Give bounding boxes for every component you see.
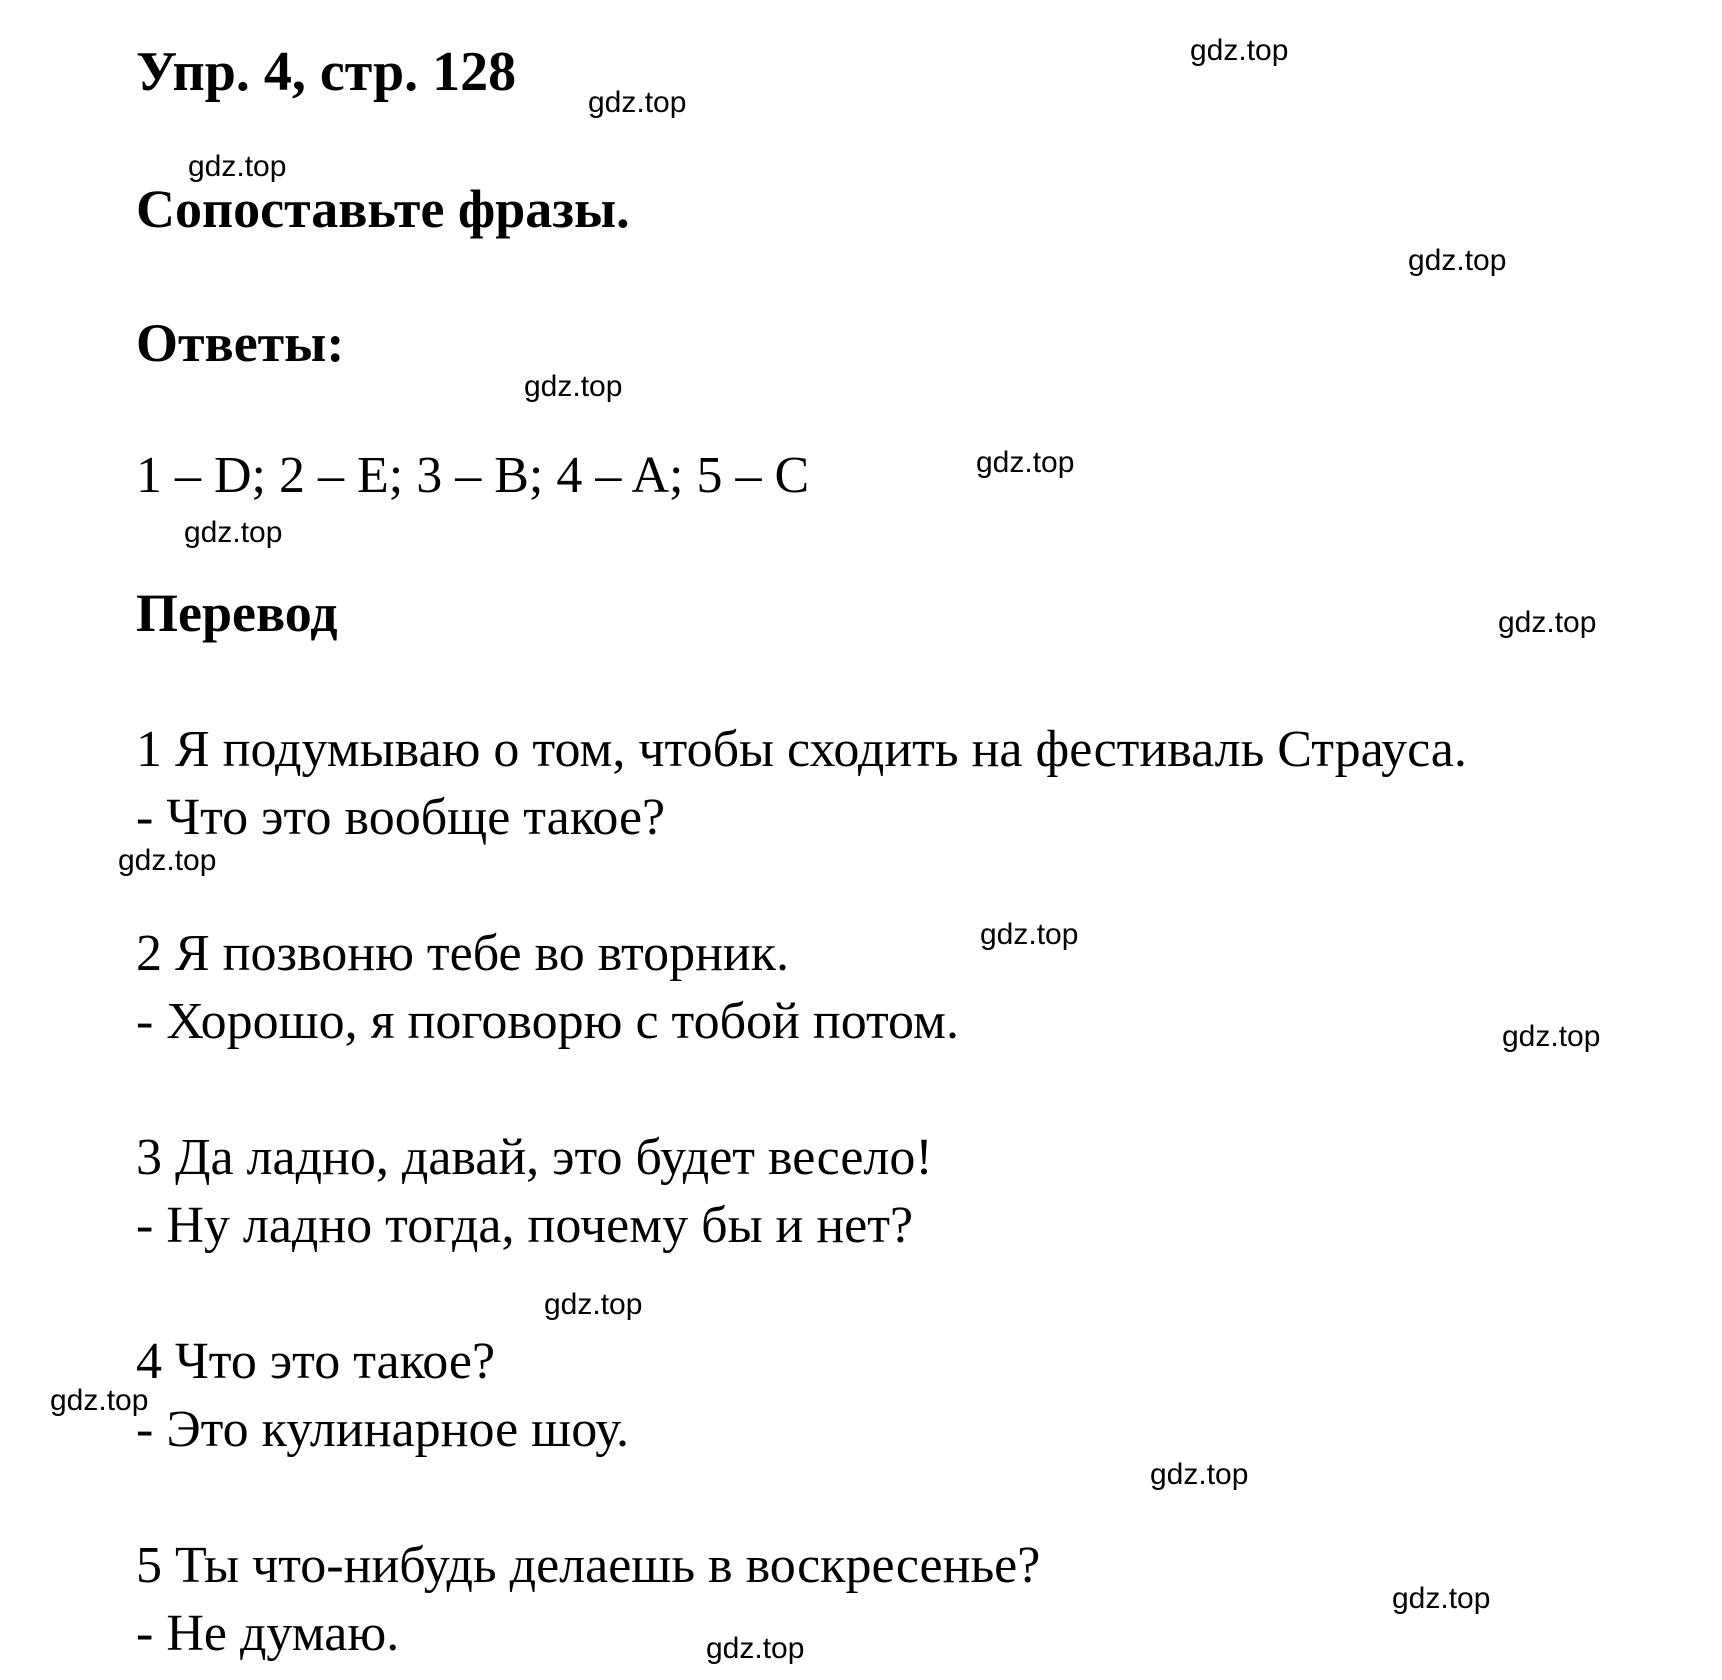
watermark: gdz.top xyxy=(588,86,687,119)
watermark: gdz.top xyxy=(976,446,1075,479)
task-instruction: Сопоставьте фразы. xyxy=(136,179,630,239)
dialogue-3-line-1: 3 Да ладно, давай, это будет весело! xyxy=(136,1129,933,1186)
watermark: gdz.top xyxy=(524,370,623,403)
dialogue-2-line-1: 2 Я позвоню тебе во вторник. xyxy=(136,925,789,982)
translation-heading: Перевод xyxy=(136,583,338,643)
dialogue-1-line-1: 1 Я подумываю о том, чтобы сходить на фестиваль Страуса. xyxy=(136,721,1467,778)
watermark: gdz.top xyxy=(980,918,1079,951)
answers-line: 1 – D; 2 – E; 3 – B; 4 – A; 5 – C xyxy=(136,447,810,504)
answers-heading: Ответы: xyxy=(136,313,345,373)
watermark: gdz.top xyxy=(1150,1458,1249,1491)
watermark: gdz.top xyxy=(184,516,283,549)
dialogue-4-line-1: 4 Что это такое? xyxy=(136,1333,496,1390)
watermark: gdz.top xyxy=(1498,606,1597,639)
watermark: gdz.top xyxy=(706,1632,805,1665)
dialogue-5-line-2: - Не думаю. xyxy=(136,1605,400,1662)
watermark: gdz.top xyxy=(544,1288,643,1321)
dialogue-1-line-2: - Что это вообще такое? xyxy=(136,789,666,846)
watermark: gdz.top xyxy=(1392,1582,1491,1615)
watermark: gdz.top xyxy=(1502,1020,1601,1053)
dialogue-4-line-2: - Это кулинарное шоу. xyxy=(136,1401,630,1458)
dialogue-5-line-1: 5 Ты что-нибудь делаешь в воскресенье? xyxy=(136,1537,1041,1594)
watermark: gdz.top xyxy=(118,844,217,877)
watermark: gdz.top xyxy=(188,150,287,183)
dialogue-2-line-2: - Хорошо, я поговорю с тобой потом. xyxy=(136,993,959,1050)
watermark: gdz.top xyxy=(1408,244,1507,277)
page-title: Упр. 4, стр. 128 xyxy=(136,41,517,103)
watermark: gdz.top xyxy=(50,1384,149,1417)
watermark: gdz.top xyxy=(1190,34,1289,67)
dialogue-3-line-2: - Ну ладно тогда, почему бы и нет? xyxy=(136,1197,914,1254)
